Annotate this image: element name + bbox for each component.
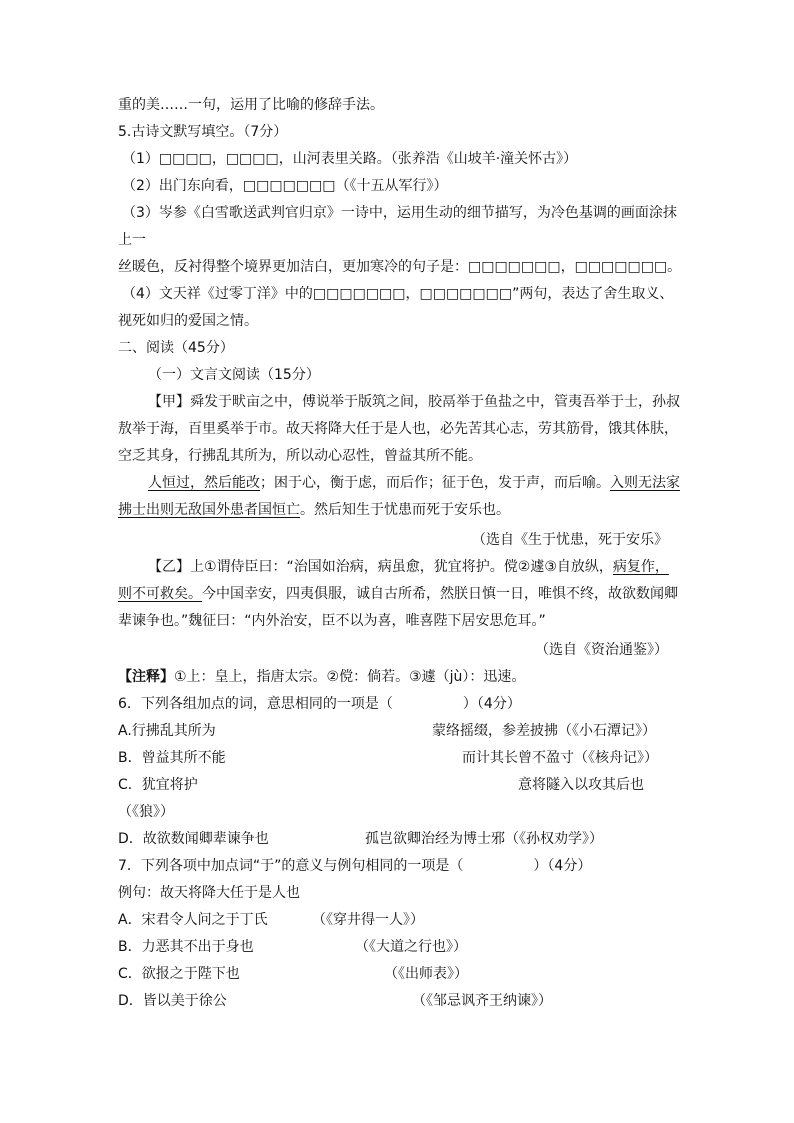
text-span: 。然后知生于忧患而死于安乐也。 bbox=[300, 502, 510, 518]
text-span: 今中国幸安，四夷俱服，诚自古所希，然朕日慎一日，唯惧不终，故欲数闻卿 bbox=[202, 586, 678, 602]
underlined-phrase: 入则无法家 bbox=[610, 475, 680, 491]
source-citation: （选自《资治通鉴》） bbox=[535, 642, 668, 658]
text-span: 【乙】上①谓侍臣曰：“治国如治病，病虽愈，犹宜将护。傥②遽③自放纵， bbox=[148, 559, 613, 575]
text-span: ①上：皇上，指唐太宗。②傥：倘若。③遽（jù）：迅速。 bbox=[174, 669, 526, 685]
passage-jia-line bbox=[118, 500, 510, 520]
underlined-phrase: 人恒过，然后能改 bbox=[148, 475, 260, 491]
question-7-option-a: A．宋君令人问之于丁氏 bbox=[118, 912, 268, 928]
section-heading-reading: 二、阅读（45分） bbox=[118, 340, 234, 356]
question-6-option-c: C．犹宜将护 bbox=[118, 777, 198, 793]
passage-jia-line bbox=[148, 473, 680, 493]
question-7-option-c: C．欲报之于陛下也 bbox=[118, 966, 240, 982]
text-line: 重的美……一句，运用了比喻的修辞手法。 bbox=[118, 97, 384, 113]
question-7-heading: 7．下列各项中加点词“于”的意义与例句相同的一项是（ ）（4分） bbox=[118, 858, 592, 874]
underlined-phrase: 拂士出则无敌国外患者国恒亡 bbox=[118, 502, 300, 518]
subsection-heading: （一）文言文阅读（15分） bbox=[148, 367, 320, 383]
passage-jia-line: 空乏其身，行拂乱其所为，所以动心忍性，曾益其所不能。 bbox=[118, 448, 482, 464]
question-7-example: 例句：故天将降大任于是人也 bbox=[118, 885, 300, 901]
text-line: 丝暖色，反衬得整个境界更加洁白，更加寒冷的句子是：□□□□□□□，□□□□□□□。 bbox=[118, 259, 682, 275]
question-6-option-c-compare: 意将隧入以攻其后也 bbox=[518, 777, 644, 793]
source-citation: （选自《生于忧患，死于安乐》 bbox=[472, 532, 668, 548]
question-7-option-c-source: （《出师表》） bbox=[384, 966, 468, 982]
question-7-option-d: D．皆以美于徐公 bbox=[118, 993, 227, 1009]
question-7-option-d-source: （《邹忌讽齐王纳谏》） bbox=[412, 993, 552, 1009]
annotation-label: 【注释】 bbox=[118, 669, 174, 685]
question-6-option-b-compare: 而计其长曾不盈寸（《核舟记》） bbox=[462, 750, 658, 766]
annotation-line bbox=[118, 667, 525, 687]
question-6-option-b: B．曾益其所不能 bbox=[118, 750, 226, 766]
question-5-item-1: （1）□□□□，□□□□，山河表里关路。（张养浩《山坡羊·潼关怀古》） bbox=[122, 151, 578, 167]
question-6-option-c-source: （《狼》） bbox=[118, 804, 174, 820]
passage-yi-line bbox=[148, 557, 669, 577]
underlined-phrase: 则不可救矣。 bbox=[118, 586, 202, 602]
question-6-heading: 6．下列各组加点的词，意思相同的一项是（ ）（4分） bbox=[118, 696, 521, 712]
question-5-item-4: （4）文天祥《过零丁洋》中的□□□□□□□，□□□□□□□”两句，表达了舍生取义、 bbox=[122, 286, 674, 302]
underlined-phrase: 病复作， bbox=[612, 559, 669, 575]
question-5-item-2: （2）出门东向看，□□□□□□□（《十五从军行》） bbox=[122, 178, 448, 194]
question-7-option-b-source: （《大道之行也》） bbox=[355, 939, 467, 955]
passage-jia-line: 敖举于海，百里奚举于市。故天将降大任于是人也，必先苦其心志，劳其筋骨，饿其体肤， bbox=[118, 421, 678, 437]
question-5-heading: 5.古诗文默写填空。（7分） bbox=[118, 124, 288, 140]
question-6-option-a-compare: 蒙络摇缀，参差披拂（《小石潭记》） bbox=[432, 723, 656, 739]
question-7-option-b: B．力恶其不出于身也 bbox=[118, 939, 254, 955]
question-5-item-3: （3）岑参《白雪歌送武判官归京》一诗中，运用生动的细节描写，为冷色基调的画面涂抹 bbox=[122, 205, 677, 221]
text-line: 上一 bbox=[118, 232, 146, 248]
text-line: 视死如归的爱国之情。 bbox=[118, 313, 258, 329]
question-6-option-d-compare: 孤岂欲卿治经为博士邪（《孙权劝学》） bbox=[365, 831, 603, 847]
passage-yi-line bbox=[118, 584, 678, 604]
question-6-option-d: D．故欲数闻卿辈谏争也 bbox=[118, 831, 269, 847]
question-6-option-a: A.行拂乱其所为 bbox=[118, 723, 216, 739]
passage-jia-line: 【甲】舜发于畎亩之中，傅说举于版筑之间，胶鬲举于鱼盐之中，管夷吾举于士，孙叔 bbox=[148, 394, 680, 410]
question-7-option-a-source: （《穿井得一人》） bbox=[312, 912, 424, 928]
passage-yi-line: 辈谏争也。”魏征曰：“内外治安，臣不以为喜，唯喜陛下居安思危耳。” bbox=[118, 613, 546, 629]
text-span: ；困于心，衡于虑，而后作；征于色，发于声，而后喻。 bbox=[260, 475, 610, 491]
